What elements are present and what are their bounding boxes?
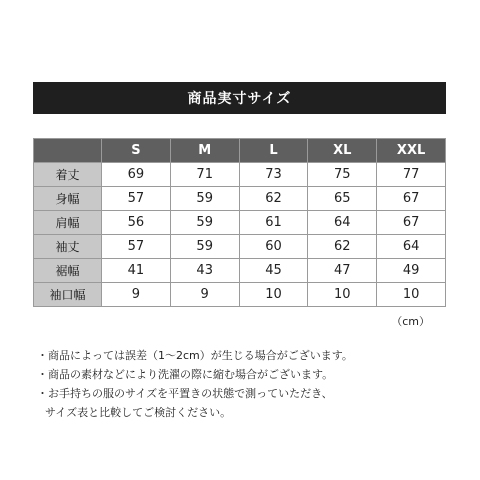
table-row [34,211,446,235]
table-row [34,163,446,187]
table-cell: 62 [308,235,377,259]
table-cell: 64 [308,211,377,235]
table-cell: 59 [170,187,239,211]
table-cell: 67 [377,211,446,235]
table-row [34,187,446,211]
row-label: 肩幅 [34,211,102,235]
table-header-size-s: S [102,139,171,163]
table-cell: 9 [102,283,171,307]
table-cell: 57 [102,187,171,211]
table-cell: 73 [239,163,308,187]
table-cell: 60 [239,235,308,259]
table-cell: 59 [170,211,239,235]
table-header-row [34,139,446,163]
table-cell: 56 [102,211,171,235]
table-header-size-m: M [170,139,239,163]
table-cell: 43 [170,259,239,283]
notes-block [37,346,457,422]
table-cell: 10 [239,283,308,307]
table-cell: 9 [170,283,239,307]
table-cell: 47 [308,259,377,283]
note-line: ・お手持ちの服のサイズを平置きの状態で測っていただき、 [37,387,333,400]
table-cell: 77 [377,163,446,187]
row-label: 袖丈 [34,235,102,259]
row-label: 裾幅 [34,259,102,283]
table-cell: 69 [102,163,171,187]
table-header-size-l: L [239,139,308,163]
table-row [34,259,446,283]
table-cell: 57 [102,235,171,259]
unit-label: （cm） [391,315,430,328]
note-line: サイズ表と比較してご検討ください。 [45,406,232,419]
table-cell: 10 [308,283,377,307]
table-cell: 71 [170,163,239,187]
table-cell: 10 [377,283,446,307]
table-cell: 65 [308,187,377,211]
table-header-size-xl: XL [308,139,377,163]
note-line: ・商品の素材などにより洗濯の際に縮む場合がございます。 [37,368,334,381]
table-cell: 61 [239,211,308,235]
row-label: 身幅 [34,187,102,211]
size-table [33,138,446,307]
table-cell: 59 [170,235,239,259]
table-cell: 45 [239,259,308,283]
table-cell: 41 [102,259,171,283]
table-cell: 75 [308,163,377,187]
table-cell: 49 [377,259,446,283]
table-row [34,235,446,259]
table-cell: 62 [239,187,308,211]
table-header-corner [34,139,102,163]
table-row [34,283,446,307]
row-label: 袖口幅 [34,283,102,307]
size-chart-title: 商品実寸サイズ [33,82,446,114]
table-header-size-xxl: XXL [377,139,446,163]
row-label: 着丈 [34,163,102,187]
table-cell: 64 [377,235,446,259]
note-line: ・商品によっては誤差（1～2cm）が生じる場合がございます。 [37,349,353,362]
table-cell: 67 [377,187,446,211]
